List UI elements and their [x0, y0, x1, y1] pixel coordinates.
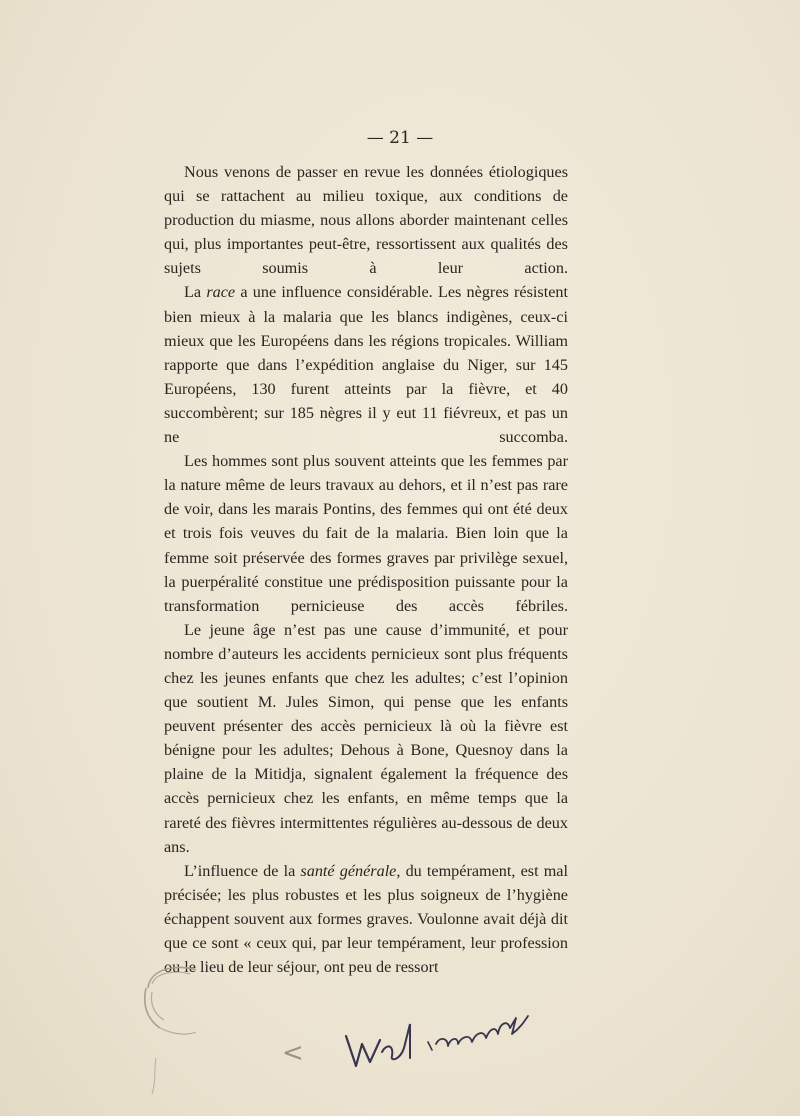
- paragraph-text: Les hommes sont plus souvent atteints que les femmes par la nature même de leurs travaux au dehors, et il n’est pas rare de voir, dans les marais Pontins, des femmes qui ont été deux et trois fois veuves du fait de la malaria. Bien loin que la femme soit préservée des formes graves par privilège sexuel, la puerpéralité constitue une prédisposition puissante pour la transformation pernicieuse des accès fébriles.: [164, 452, 568, 615]
- body-text: [164, 160, 568, 979]
- paragraph-text: a une influence considérable. Les nègres résistent bien mieux à la malaria que les blancs indigènes, ceux-ci mieux que les Européens dans les régions tropicales. William rapporte que dans l’expédition anglaise du Niger, sur 145 Européens, 130 furent atteints par la fièvre, et 40 succombèrent; sur 185 nègres il y eut 11 fiévreux, et pas un ne succomba.: [164, 283, 568, 447]
- emphasis-race: race: [206, 283, 236, 302]
- handwritten-annotation: [340, 1000, 560, 1080]
- stamp-mark-icon: [138, 958, 208, 1098]
- paragraph-health: [164, 859, 568, 979]
- margin-mark: <: [282, 1038, 304, 1068]
- paragraph-text: Le jeune âge n’est pas une cause d’immunité, et pour nombre d’auteurs les accidents pernicieux sont plus fréquents chez les jeunes enfants que chez les adultes; c’est l’opinion que soutient M. Jules Simon, qui pense que les enfants peuvent présenter des accès pernicieux là où la fièvre est bénigne pour les adultes; Dehous à Bone, Quesnoy dans la plaine de la Mitidja, signalent également la fréquence des accès pernicieux chez les enfants, en même temps que la rareté des fièvres intermittentes régulières au-dessous de deux ans.: [164, 620, 568, 856]
- paragraph-race: [164, 280, 568, 449]
- paragraph-text: , du tempérament, est mal précisée; les plus robustes et les plus soigneux de l’hygiène échappent souvent aux formes graves. Voulonne avait déjà dit que ce sont « ceux qui, par leur tempérament, leur profession ou le lieu de leur séjour, ont peu de ressort: [164, 861, 568, 977]
- paragraph-text: La: [184, 283, 207, 302]
- paragraph-text: L’influence de la: [184, 861, 301, 880]
- emphasis-sante-generale: santé générale: [300, 861, 397, 880]
- paragraph-intro: [164, 160, 568, 280]
- paragraph-sex: [164, 449, 568, 618]
- paragraph-age: [164, 618, 568, 859]
- paragraph-text: Nous venons de passer en revue les données étiologiques qui se rattachent au milieu toxique, aux conditions de production du miasme, nous allons aborder maintenant celles qui, plus importantes peut-être, ressortissent aux qualités des sujets soumis à leur action.: [164, 163, 568, 278]
- annotation-text: Vuel analui: [540, 1077, 550, 1079]
- page-number: — 21 —: [366, 128, 434, 148]
